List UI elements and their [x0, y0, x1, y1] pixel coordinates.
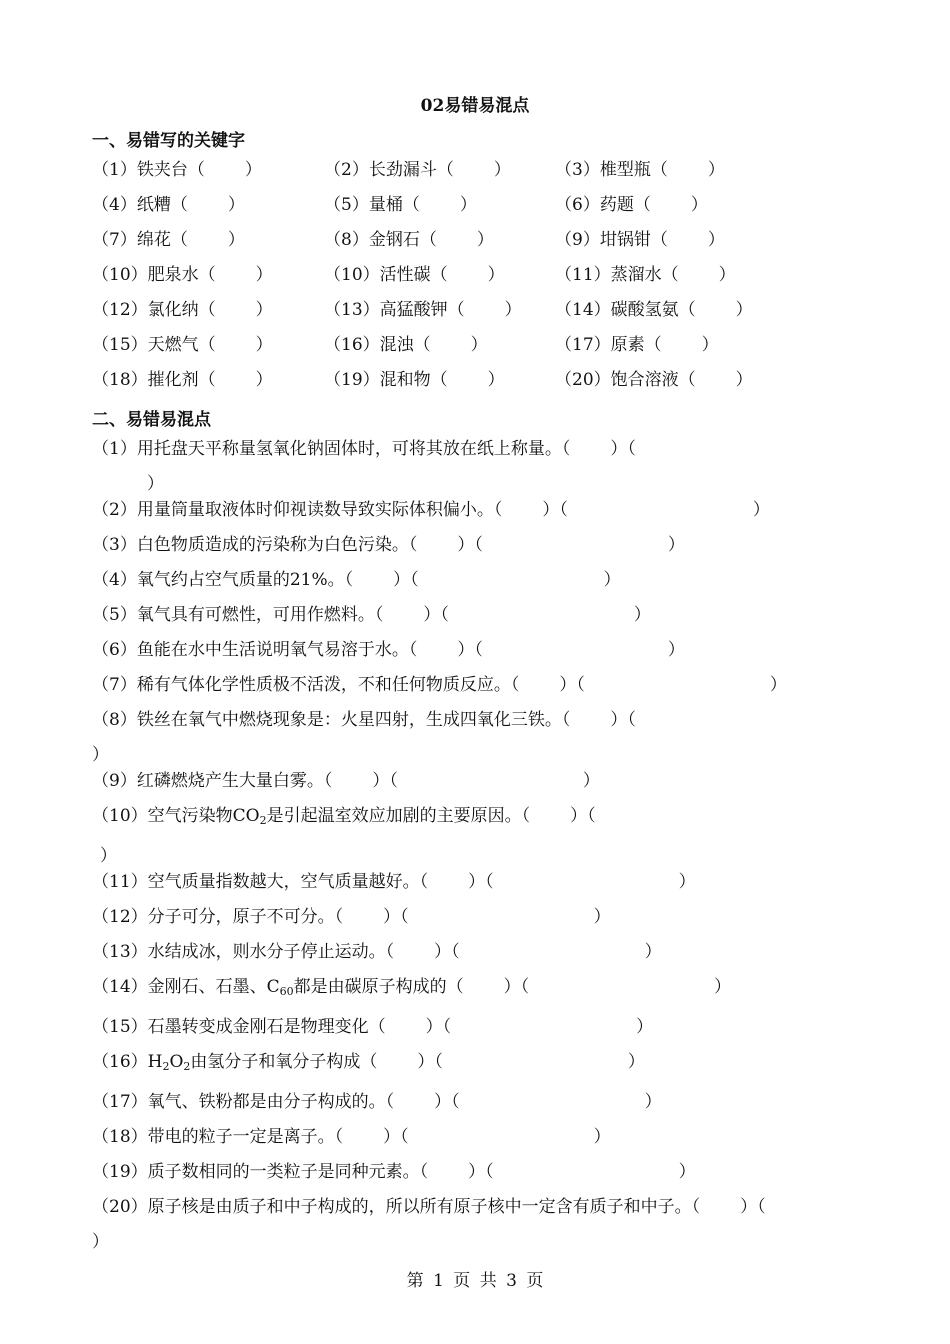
statement-20-cont: ） — [92, 1232, 109, 1252]
statement-9: （9）红磷燃烧产生大量白雾。（ ）（ ） — [92, 771, 600, 791]
keyword-grid — [92, 157, 892, 402]
keyword-item: （2）长劲漏斗（ ） — [324, 160, 511, 180]
keyword-item: （4）纸糟（ ） — [92, 195, 245, 215]
keyword-item: （10）活性碳（ ） — [324, 265, 505, 285]
statement-13: （13）水结成冰，则水分子停止运动。（ ）（ ） — [92, 942, 662, 962]
statement-20: （20）原子核是由质子和中子构成的，所以所有原子核中一定含有质子和中子。（ ）（ — [92, 1197, 766, 1217]
keyword-item: （6）药题（ ） — [555, 195, 708, 215]
keyword-row — [92, 262, 892, 297]
statement-5: （5）氧气具有可燃性，可用作燃料。（ ）（ ） — [92, 605, 651, 625]
statement-8-cont: ） — [92, 745, 109, 765]
keyword-item: （7）绵花（ ） — [92, 230, 245, 250]
page-title: 02易错易混点 — [420, 96, 530, 116]
keyword-item: （16）混浊（ ） — [324, 335, 488, 355]
statement-11: （11）空气质量指数越大，空气质量越好。（ ）（ ） — [92, 872, 696, 892]
statement-16: $(16)H_2O_2$由氢分子和氧分子构成（ ）（ ） — [92, 1052, 645, 1073]
keyword-item: （17）原素（ ） — [555, 335, 719, 355]
keyword-item: （1）铁夹台（ ） — [92, 160, 262, 180]
statement-14: （14）金刚石、石墨、$C_{60}$都是由碳原子构成的（ ）（ ） — [92, 977, 732, 998]
page-footer: 第 1 页 共 3 页 — [406, 1271, 544, 1291]
keyword-row — [92, 332, 892, 367]
statement-1-cont: ） — [147, 474, 164, 494]
keyword-item: （18）摧化剂（ ） — [92, 370, 273, 390]
keyword-item: （20）饱合溶液（ ） — [555, 370, 753, 390]
keyword-item: （5）量桶（ ） — [324, 195, 477, 215]
keyword-item: （14）碳酸氢氨（ ） — [555, 300, 753, 320]
statement-4: （4）氧气约占空气质量的21%。（ ）（ ） — [92, 570, 621, 590]
statement-15: （15）石墨转变成金刚石是物理变化（ ）（ ） — [92, 1017, 654, 1037]
keyword-row — [92, 157, 892, 192]
statement-1: （1）用托盘天平称量氢氧化钠固体时，可将其放在纸上称量。（ ）（ — [92, 439, 636, 459]
statement-3: （3）白色物质造成的污染称为白色污染。（ ）（ ） — [92, 535, 685, 555]
statement-2: （2）用量筒量取液体时仰视读数导致实际体积偏小。（ ）（ ） — [92, 500, 770, 520]
keyword-item: （10）肥泉水（ ） — [92, 265, 273, 285]
section-heading-confusables: 二、易错易混点 — [92, 410, 211, 430]
statement-6: （6）鱼能在水中生活说明氧气易溶于水。（ ）（ ） — [92, 640, 685, 660]
keyword-item: （3）椎型瓶（ ） — [555, 160, 725, 180]
statement-7: （7）稀有气体化学性质极不活泼，不和任何物质反应。（ ）（ ） — [92, 675, 787, 695]
statement-8: （8）铁丝在氧气中燃烧现象是：火星四射，生成四氧化三铁。（ ）（ — [92, 710, 636, 730]
statement-17: （17）氧气、铁粉都是由分子构成的。（ ）（ ） — [92, 1092, 662, 1112]
statement-12: （12）分子可分，原子不可分。（ ）（ ） — [92, 907, 611, 927]
statement-10-cont: ） — [100, 846, 117, 866]
statement-10: （10）空气污染物$CO_2$是引起温室效应加剧的主要原因。（ ）（ — [92, 806, 596, 827]
keyword-row — [92, 297, 892, 332]
keyword-item: （9）坩锅钳（ ） — [555, 230, 725, 250]
keyword-item: （15）天燃气（ ） — [92, 335, 273, 355]
keyword-item: （11）蒸溜水（ ） — [555, 265, 736, 285]
keyword-item: （8）金钢石（ ） — [324, 230, 494, 250]
statement-list — [92, 436, 862, 1255]
statement-18: （18）带电的粒子一定是离子。（ ）（ ） — [92, 1127, 611, 1147]
keyword-row — [92, 227, 892, 262]
keyword-item: （13）高猛酸钾（ ） — [324, 300, 522, 320]
keyword-item: （12）氯化纳（ ） — [92, 300, 273, 320]
keyword-item: （19）混和物（ ） — [324, 370, 505, 390]
statement-19: （19）质子数相同的一类粒子是同种元素。（ ）（ ） — [92, 1162, 696, 1182]
keyword-row — [92, 192, 892, 227]
section-heading-keywords: 一、易错写的关键字 — [92, 131, 245, 151]
keyword-row — [92, 367, 892, 402]
